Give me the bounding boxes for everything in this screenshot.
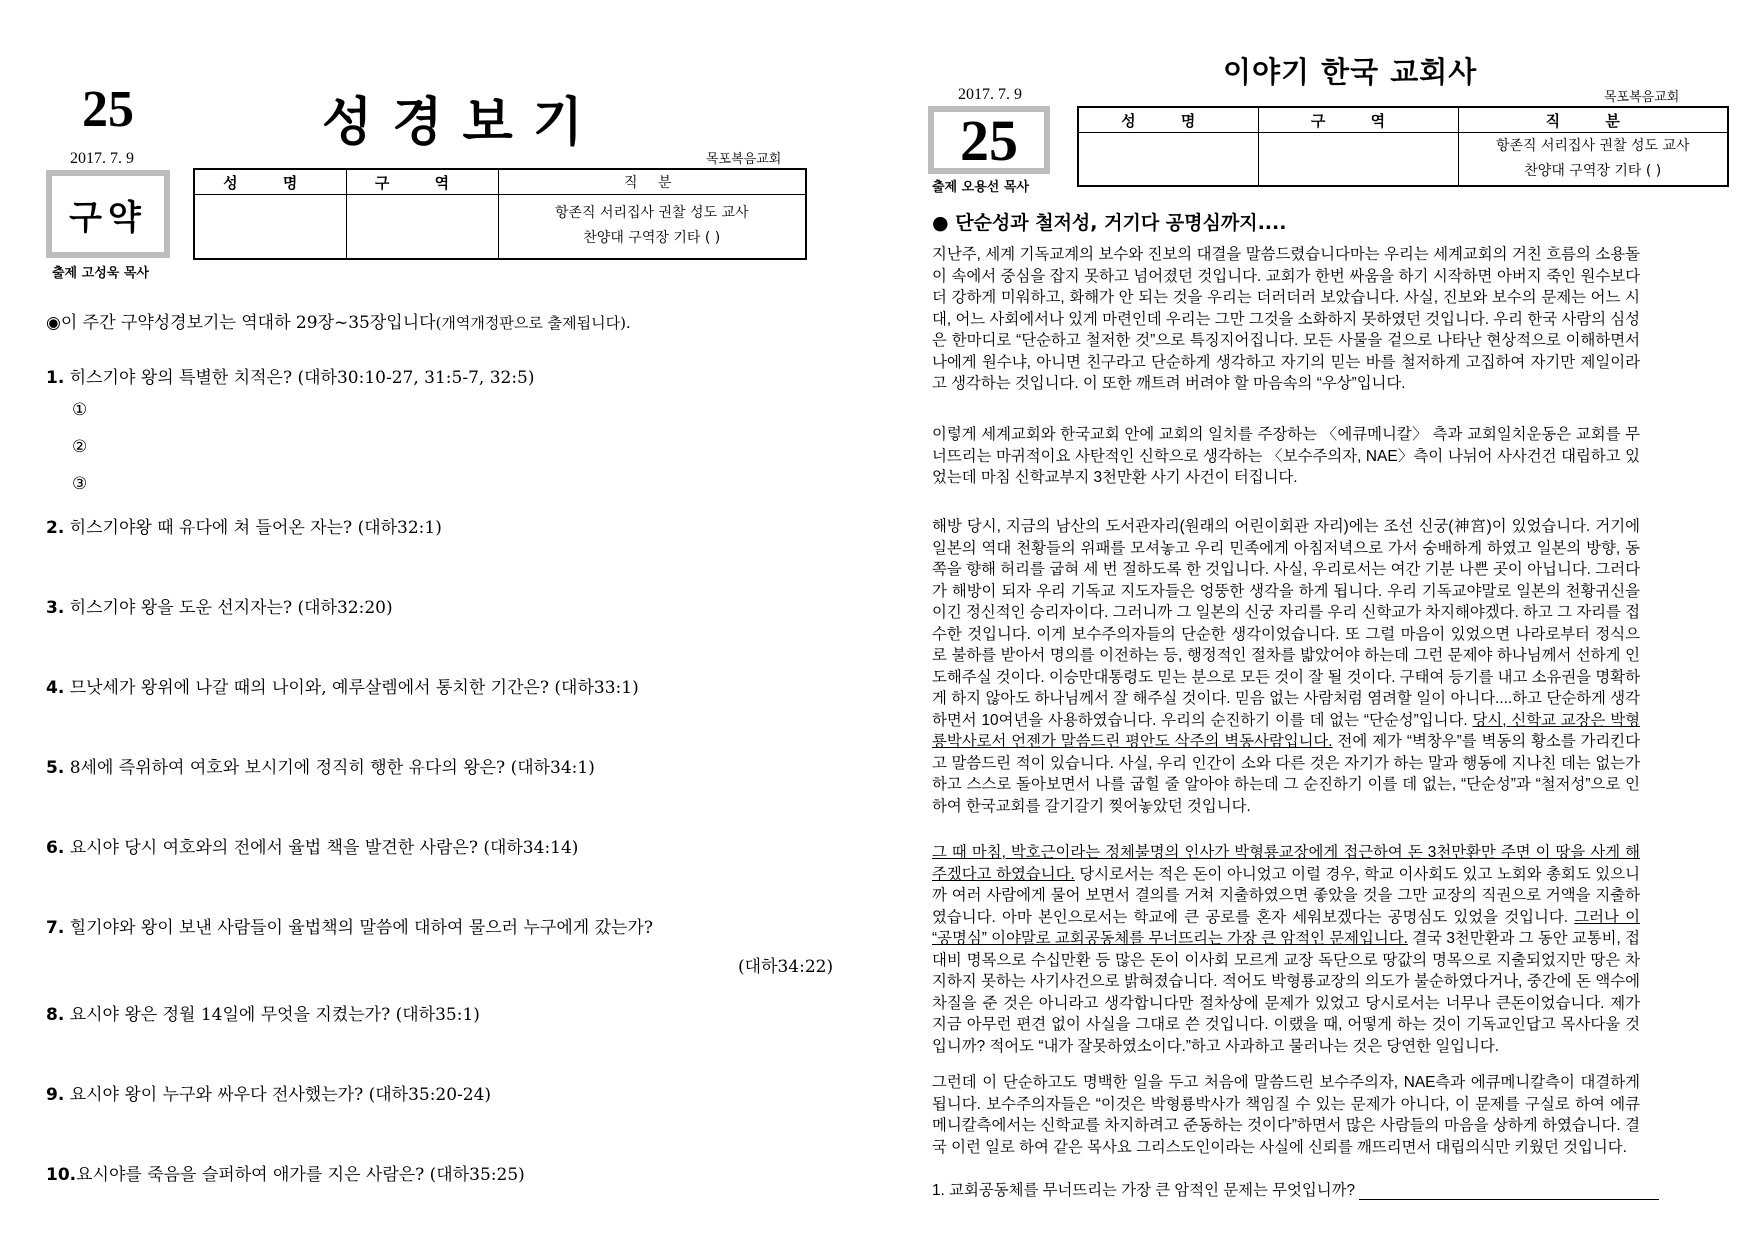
question-3 bbox=[46, 593, 393, 618]
header-role: 직 분 bbox=[498, 169, 806, 195]
q-number: 10. bbox=[46, 1165, 77, 1185]
paragraph-3 bbox=[932, 516, 1640, 817]
q-number: 4. bbox=[46, 678, 65, 698]
paragraph-3-part-b: 전에 제가 “벽창우”를 벽동의 황소를 가리킨다고 말씀드린 적이 있습니다. 사실, 우리 인간이 소와 다른 것은 자기가 하는 말과 행동에 지나친 데는 없는가 하고 스스로 돌아보면서 나를 굽힐 줄 알아야 하는데 그 순진하기 이를 데 없는, “단순성”과 “철저성”으로 인하여 한국교회를 갈기갈기 찢어놓았던 것입니다. bbox=[932, 733, 1641, 815]
q-number: 9. bbox=[46, 1085, 65, 1105]
right-header-role: 직 분 bbox=[1458, 107, 1728, 133]
intro-prefix: ◉이 주간 구약성경보기는 역대하 29장~35장입니다 bbox=[46, 313, 436, 333]
q-text: 요시야 왕은 정월 14일에 무엇을 지켰는가? (대하35:1) bbox=[69, 1005, 480, 1025]
info-table bbox=[193, 168, 807, 260]
question-10 bbox=[46, 1160, 525, 1185]
paragraph-1: 지난주, 세계 기독교계의 보수와 진보의 대결을 말씀드렸습니다마는 우리는 세계교회의 거친 흐름의 소용돌이 속에서 중심을 잡지 못하고 넘어졌던 것입니다. 교회가 한번 싸움을 하기 시작하면 아버지 죽인 원수보다 더 강하게 미워하고, 화해가 안 되는 것을 우리는 더러더러 보았습니다. 사실, 진보와 보수의 문제는 어느 시대, 어느 사회에서나 있게 마련인데 우리는 그만 그것을 소화하지 못하였던 것입니다. 우리 한국 사람의 심성은 한마디로 “단순하고 철저한 것”으로 특징지어집니다. 모든 사물을 겉으로 나타난 현상적으로 이해하면서 나에게 원수냐, 아니면 친구라고 단순하게 생각하고 자기의 믿는 바를 철저하게 고집하여 자기만 제일이라고 생각하는 것입니다. 이 또한 깨트려 버려야 할 마음속의 “우상”입니다. bbox=[932, 246, 1640, 392]
name-field[interactable] bbox=[194, 195, 346, 259]
article-heading: ● 단순성과 철저성, 거기다 공명심까지.... bbox=[932, 212, 1287, 234]
answer-slot-3: ③ bbox=[72, 474, 88, 494]
right-number-badge bbox=[928, 106, 1050, 174]
badge-label: 구약 bbox=[69, 197, 147, 238]
intro-suffix: (개역개정판으로 출제됩니다). bbox=[435, 314, 631, 332]
intro-text bbox=[46, 308, 631, 333]
question-9 bbox=[46, 1080, 491, 1105]
paragraph-3-underlined: 당시, 신학교 교장은 박형룡박사로서 언젠가 말씀드린 평안도 삭주의 벽동사람입니다. bbox=[932, 711, 1640, 750]
right-name-field[interactable] bbox=[1078, 133, 1258, 187]
church-name: 목포복음교회 bbox=[706, 148, 781, 169]
right-role-line1: 항존직 서리집사 권찰 성도 교사 bbox=[1495, 138, 1690, 154]
review-question-text: 1. 교회공동체를 무너뜨리는 가장 큰 암적인 문제는 무엇입니까? bbox=[932, 1182, 1356, 1199]
q-text: 8세에 즉위하여 여호와 보시기에 정직히 행한 유다의 왕은? (대하34:1) bbox=[69, 758, 595, 778]
answer-blank[interactable] bbox=[1359, 1183, 1659, 1200]
question-2 bbox=[46, 513, 442, 538]
author: 출제 고성욱 목사 bbox=[52, 266, 149, 281]
q-number: 5. bbox=[46, 758, 65, 778]
paragraph-4-underlined-2: 그러나 이 “공명심” 이야말로 교회공동체를 무너뜨리는 가장 큰 암적인 문제입니다. bbox=[932, 908, 1640, 947]
role-options-line1: 항존직 서리집사 권찰 성도 교사 bbox=[554, 205, 749, 222]
district-field[interactable] bbox=[346, 195, 498, 259]
q-text: 히스기야왕 때 유다에 쳐 들어온 자는? (대하32:1) bbox=[69, 518, 442, 538]
testament-badge bbox=[46, 170, 170, 258]
question-4 bbox=[46, 673, 639, 698]
q-text: 요시야 당시 여호와의 전에서 율법 책을 발견한 사람은? (대하34:14) bbox=[69, 838, 579, 858]
q-number: 2. bbox=[46, 518, 65, 538]
q-number: 6. bbox=[46, 838, 65, 858]
issue-number: 25 bbox=[82, 81, 134, 138]
q-text: 히스기야 왕을 도운 선지자는? (대하32:20) bbox=[69, 598, 393, 618]
page-title: 성경보기 bbox=[322, 93, 603, 153]
answer-slot-1: ① bbox=[72, 400, 88, 420]
q-text: 요시야 왕이 누구와 싸우다 전사했는가? (대하35:20-24) bbox=[69, 1085, 492, 1105]
q-number: 3. bbox=[46, 598, 65, 618]
review-question bbox=[932, 1178, 1659, 1200]
paragraph-5: 그런데 이 단순하고도 명백한 일을 두고 처음에 말씀드린 보수주의자, NAE측과 에큐메니칼측이 대결하게 됩니다. 보수주의자들은 “이것은 박형룡박사가 책임질 수 있는 문제가 아니다, 이 문제를 구실로 하여 에큐메니칼측에서는 신학교를 차지하려고 준동하는 것이다”하면서 많은 사람들의 마음을 상하게 하였습니다. 결국 이런 일로 하여 같은 목사요 그리스도인이라는 사실에 신뢰를 깨뜨리면서 대립의식만 키웠던 것입니다. bbox=[932, 1074, 1640, 1156]
q-text: 힐기야와 왕이 보낸 사람들이 율법책의 말씀에 대하여 물으러 누구에게 갔는가? bbox=[69, 918, 653, 938]
question-5 bbox=[46, 753, 595, 778]
question-7-ref: (대하34:22) bbox=[738, 957, 834, 977]
q-text: 히스기야 왕의 특별한 치적은? (대하30:10-27, 31:5-7, 32:5) bbox=[69, 368, 535, 388]
header-name: 성 명 bbox=[194, 169, 346, 195]
right-district-field[interactable] bbox=[1258, 133, 1458, 187]
right-header-district: 구 역 bbox=[1258, 107, 1458, 133]
right-issue-number: 25 bbox=[960, 107, 1018, 173]
paragraph-4-part-b: 결국 3천만환과 그 동안 교통비, 접대비 명목으로 수십만환 등 많은 돈이 이사회 모르게 교장 독단으로 땅값의 명목으로 지출되었지만 땅은 차지하지 못하는 사기사건으로 밝혀졌습니다. 적어도 박형룡교장의 의도가 불순하였다거나, 중간에 돈 액수에 차질을 준 것은 아니라고 생각합니다만 절차상에 문제가 있었고 당시로서는 너무나 큰돈이었습니다. 제가 지금 아무런 편견 없이 사실을 그대로 쓴 것입니다. 이랬을 때, 어떻게 하는 것이 기독교인답고 목사다울 것입니까? 적어도 “내가 잘못하였소이다.”하고 사과하고 물러나는 것은 당연한 일입니다. bbox=[932, 930, 1640, 1055]
answer-slot-2: ② bbox=[72, 437, 88, 457]
date: 2017. 7. 9 bbox=[70, 150, 134, 167]
paragraph-4-underlined-1: 그 때 마침, 박호근이라는 정체불명의 인사가 박형룡교장에게 접근하여 돈 3천만환만 주면 이 땅을 사게 해주겠다고 하였습니다. bbox=[932, 844, 1640, 883]
question-7 bbox=[46, 913, 653, 938]
paragraph-4 bbox=[932, 842, 1640, 1057]
header-district: 구 역 bbox=[346, 169, 498, 195]
role-options[interactable] bbox=[498, 195, 806, 259]
right-info-table bbox=[1077, 106, 1729, 187]
right-title: 이야기 한국 교회사 bbox=[1223, 55, 1478, 89]
q-text: 요시야를 죽음을 슬퍼하여 애가를 지은 사람은? (대하35:25) bbox=[76, 1165, 525, 1185]
role-options-line2: 찬양대 구역장 기타 ( ) bbox=[583, 230, 721, 247]
right-header-name: 성 명 bbox=[1078, 107, 1258, 133]
right-role-line2: 찬양대 구역장 기타 ( ) bbox=[1524, 163, 1662, 179]
right-author: 출제 오용선 목사 bbox=[932, 180, 1029, 195]
question-8 bbox=[46, 1000, 480, 1025]
q-number: 7. bbox=[46, 918, 65, 938]
right-role-options[interactable] bbox=[1458, 133, 1728, 187]
paragraph-3-part-a: 해방 당시, 지금의 남산의 도서관자리(원래의 어린이회관 자리)에는 조선 신궁(神宮)이 있었습니다. 거기에 일본의 역대 천황들의 위패를 모셔놓고 우리 민족에게 아침저녁으로 가서 숭배하게 하였고 일본의 방향, 동쪽을 향해 허리를 굽혀 세 번 절하도록 한 것입니다. 사실, 우리로서는 여간 기분 나쁜 곳이 아닙니다. 그러다가 해방이 되자 우리 기독교 지도자들은 엉뚱한 생각을 하게 됩니다. 우리 기독교야말로 일본의 천황귀신을 이긴 정신적인 승리자이다. 그러니까 그 일본의 신궁 자리를 우리 신학교가 차지해야겠다. 하고 그 자리를 접수한 것입니다. 이게 보수주의자들의 단순한 생각이었습니다. 또 그럴 마음이 있었으면 나라로부터 정식으로 불하를 받아서 명의를 이전하는 등, 행정적인 절차를 밟았어야 하는데 그런 문제야 하나님께서 선하게 인도해주실 것이다. 이승만대통령도 믿는 분으로 모든 것이 잘 될 것이다. 구태여 등기를 내고 소유권을 명확하게 하지 않아도 하나님께서 잘 해주실 것이다. 믿음 없는 사람처럼 염려할 일이 아니다....하고 단순하게 생각하면서 10여년을 사용하였습니다. 우리의 순진하기 이를 데 없는 “단순성”입니다. bbox=[932, 518, 1640, 729]
paragraph-4-part-a: 당시로서는 적은 돈이 아니었고 이럴 경우, 학교 이사회도 있고 노회와 총회도 있으니까 여러 사람에게 물어 보면서 결의를 거쳐 지출하였으면 좋았을 것을 그만 교장의 직권으로 거액을 지출하였습니다. 아마 본인으로서는 학교에 큰 공로를 혼자 세워보겠다는 공명심도 있었을 것입니다. bbox=[932, 865, 1641, 926]
right-date: 2017. 7. 9 bbox=[958, 86, 1022, 103]
question-6 bbox=[46, 833, 578, 858]
paragraph-2: 이렇게 세계교회와 한국교회 안에 교회의 일치를 주장하는 〈에큐메니칼〉 측과 교회일치운동은 교회를 무너뜨리는 마귀적이요 사탄적인 신학으로 생각하는 〈보수주의자, NAE〉측이 나뉘어 사사건건 대립하고 있었는데 마침 신학교부지 3천만환 사기 사건이 터집니다. bbox=[932, 426, 1640, 486]
q-number: 1. bbox=[46, 368, 65, 388]
q-number: 8. bbox=[46, 1005, 65, 1025]
q-text: 므낫세가 왕위에 나갈 때의 나이와, 예루살렘에서 통치한 기간은? (대하33:1) bbox=[69, 678, 639, 698]
question-1 bbox=[46, 363, 535, 388]
right-church-name: 목포복음교회 bbox=[1604, 86, 1679, 107]
